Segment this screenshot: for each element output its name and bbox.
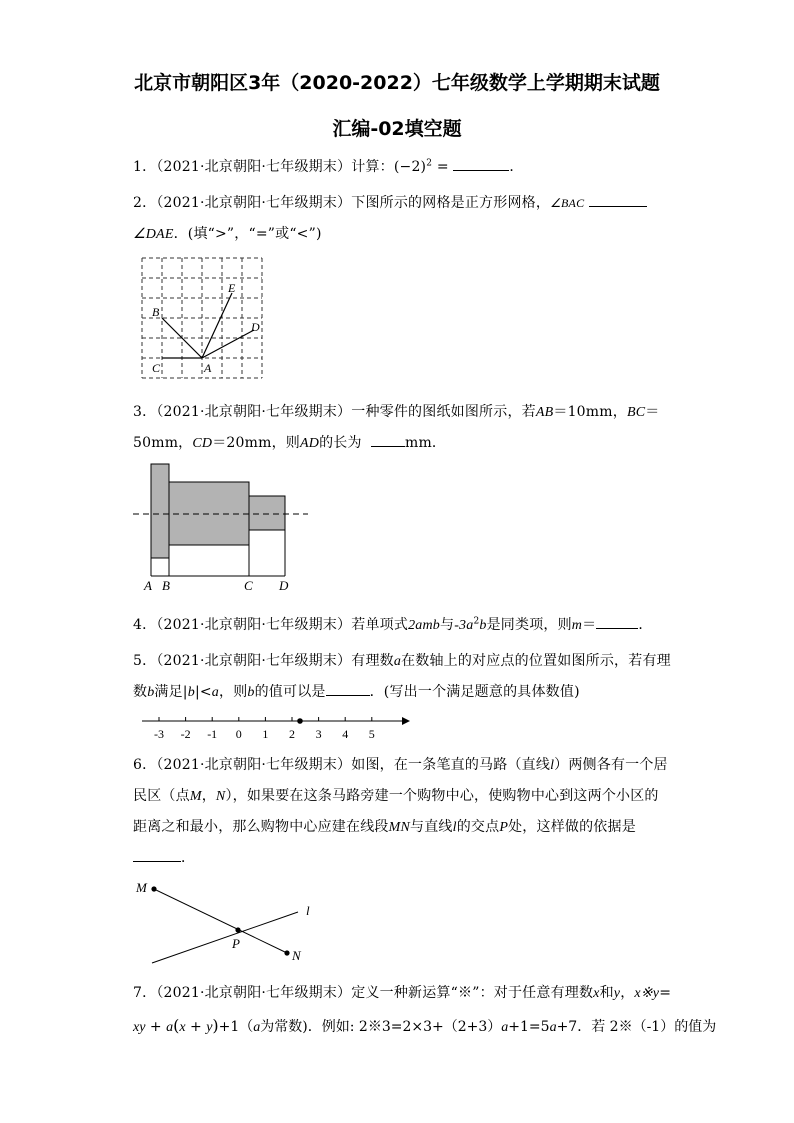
q1-equals: = — [432, 159, 454, 175]
q4-eq: ＝ — [582, 617, 597, 633]
question-7-line2 — [133, 1016, 716, 1036]
q5-source: （2021·北京朝阳·七年级期末） — [156, 653, 352, 669]
q5-number-line — [140, 710, 410, 742]
q6-line3d: 处，这样做的依据是 — [508, 819, 636, 835]
question-5 — [133, 650, 671, 670]
q2-grid-figure — [142, 258, 266, 382]
tick-label: 1 — [262, 727, 269, 741]
doc-title-line1: 北京市朝阳区3年（2020-2022）七年级数学上学期期末试题 — [134, 72, 660, 94]
label-b: B — [162, 578, 170, 593]
label-l: l — [306, 903, 310, 918]
q4-monomial-2-exp: 2 — [473, 616, 480, 627]
q6-p: P — [499, 820, 509, 835]
q6-l: l — [550, 758, 555, 773]
q3-ab: AB — [535, 405, 554, 420]
question-6-line4 — [133, 847, 195, 867]
q2-source: （2021·北京朝阳·七年级期末） — [156, 195, 352, 211]
q4-m: m — [571, 618, 583, 633]
q5-line2c: |< — [194, 684, 212, 700]
tick-label: -1 — [207, 727, 218, 741]
point-n — [284, 950, 289, 955]
q1-expression: (−2) — [393, 159, 427, 175]
q7-a2: a — [253, 1020, 261, 1035]
q7-definition: x※y — [634, 986, 660, 1001]
tick-label: 5 — [368, 727, 375, 741]
q3-cd: CD — [192, 436, 213, 451]
q6-line3a: 距离之和最小，那么购物中心应建在线段 — [133, 819, 389, 835]
q5-line2b: 满足| — [154, 684, 188, 700]
question-7 — [133, 982, 671, 1002]
q4-number: 4． — [133, 617, 157, 633]
q3-bc-eq: ＝ — [645, 404, 660, 420]
doc-title-line2: 汇编-02填空题 — [332, 118, 462, 140]
q5-text2: 在数轴上的对应点的位置如图所示，若有理 — [401, 653, 671, 669]
q5-line2e: 的值可以是 — [254, 684, 326, 700]
tick-label: 0 — [235, 727, 242, 741]
q7-eq: = — [659, 985, 672, 1001]
question-2 — [133, 192, 647, 212]
question-1 — [133, 156, 524, 176]
q2-angle-bac: ∠BAC — [550, 196, 585, 210]
q7-plus-one: +1（ — [218, 1019, 254, 1035]
q6-comma: ， — [201, 788, 216, 804]
q6-line2a: 民区（点 — [133, 788, 190, 804]
q1-end: ． — [509, 159, 524, 175]
q6-line3b: 与直线 — [410, 819, 453, 835]
tick-label: -3 — [154, 727, 164, 741]
q5-number: 5． — [133, 653, 157, 669]
label-e: E — [228, 281, 236, 295]
q5-text: 有理数 — [351, 653, 394, 669]
q7-x: x — [593, 986, 600, 1001]
q3-ab-value: ＝10mm， — [553, 404, 627, 420]
q2-number: 2． — [133, 195, 157, 211]
q2-answer-blank[interactable] — [589, 194, 647, 207]
point-p — [235, 927, 240, 932]
q1-number: 1． — [133, 159, 157, 175]
q3-text: 一种零件的图纸如图所示，若 — [351, 404, 536, 420]
q4-monomial-1: 2amb — [408, 618, 440, 633]
question-4 — [133, 614, 653, 634]
q7-example: 为常数)．例如: 2※3=2×3+（2+3） — [260, 1019, 502, 1035]
segment-mn — [154, 889, 287, 953]
q6-text: 如图，在一条笔直的马路（直线 — [351, 757, 551, 773]
q7-plus: + — [145, 1019, 167, 1035]
q1-exponent: 2 — [426, 158, 433, 169]
ray-ae — [202, 293, 232, 358]
q2-angle-dae: ∠DAE — [133, 227, 174, 242]
part-shaft — [249, 496, 285, 530]
question-6-line3 — [133, 816, 636, 836]
q6-number: 6． — [133, 757, 157, 773]
q3-bc: BC — [626, 405, 646, 420]
q5-a2: a — [211, 685, 219, 700]
label-n: N — [292, 948, 301, 963]
q7-a3: a — [501, 1020, 509, 1035]
q5-b-abs: b — [187, 685, 195, 700]
q3-number: 3． — [133, 404, 157, 420]
q7-text: 定义一种新运算“※”：对于任意有理数 — [351, 985, 594, 1001]
question-3-line2 — [133, 432, 446, 452]
q7-y2: y — [206, 1020, 213, 1035]
q5-line2f: ．(写出一个满足题意的具体数值) — [369, 684, 580, 700]
label-a: A — [144, 578, 152, 593]
q6-m: M — [189, 789, 202, 804]
label-a: A — [204, 361, 212, 375]
q7-plus2: + — [185, 1019, 207, 1035]
q7-a4: a — [549, 1020, 557, 1035]
label-m: M — [136, 880, 147, 895]
q7-number: 7． — [133, 985, 157, 1001]
q3-bc-value: 50mm， — [133, 435, 193, 451]
q3-source: （2021·北京朝阳·七年级期末） — [156, 404, 352, 420]
question-2-line2 — [133, 223, 322, 243]
q1-answer-blank[interactable] — [453, 158, 509, 171]
q5-line2d: ，则 — [219, 684, 248, 700]
q2-text2: ．(填“>”，“=”或“<”) — [173, 226, 322, 242]
q7-paren-open: ( — [173, 1016, 180, 1035]
q5-answer-blank[interactable] — [326, 683, 370, 696]
label-d: D — [251, 320, 260, 334]
ray-ad — [202, 330, 254, 358]
q1-source: （2021·北京朝阳·七年级期末） — [156, 159, 352, 175]
q4-text2: 是同类项，则 — [486, 617, 572, 633]
q7-x2: x — [179, 1020, 186, 1035]
q4-monomial-2: -3a — [454, 618, 474, 633]
q6-line2b: ），如果要在这条马路旁建一个购物中心，使购物中心到这两个小区的 — [225, 788, 659, 804]
tick-label: 2 — [289, 727, 295, 741]
q3-answer-blank[interactable] — [371, 434, 405, 447]
q7-y: y — [613, 986, 621, 1001]
q4-answer-blank[interactable] — [596, 616, 638, 629]
q7-comma: ， — [620, 985, 635, 1001]
q7-paren-close: ) — [212, 1016, 219, 1035]
q6-l2: l — [452, 820, 457, 835]
label-d: D — [279, 578, 289, 593]
dashed-grid — [142, 258, 262, 378]
q6-answer-blank[interactable] — [133, 849, 181, 862]
q7-a: a — [166, 1020, 174, 1035]
q4-end: ． — [638, 617, 653, 633]
q3-text2: 的长为 — [319, 435, 362, 451]
q3-cd-value: ＝20mm，则 — [212, 435, 300, 451]
q3-unit: mm． — [404, 435, 447, 451]
q4-source: （2021·北京朝阳·七年级期末） — [156, 617, 352, 633]
angle-rays — [162, 293, 254, 358]
q5-b: b — [147, 685, 155, 700]
q2-text: 下图所示的网格是正方形网格， — [351, 195, 551, 211]
question-3 — [133, 401, 659, 421]
q6-text2: ）两侧各有一个居 — [554, 757, 668, 773]
q1-text: 计算： — [351, 159, 394, 175]
q6-line3c: 的交点 — [456, 819, 500, 835]
tick-label: -2 — [180, 727, 191, 741]
axis-arrow — [402, 717, 410, 725]
q6-mn: MN — [388, 820, 411, 835]
q4-with: 与 — [439, 617, 455, 633]
point-m — [151, 886, 156, 891]
tick-label: 3 — [315, 727, 322, 741]
question-6-line2 — [133, 785, 659, 805]
question-5-line2 — [133, 681, 580, 701]
q7-xy: xy — [133, 1020, 146, 1035]
q7-question: +7．若 2※（-1）的值为 — [556, 1019, 717, 1035]
label-c: C — [244, 578, 253, 593]
q3-part-figure — [130, 460, 320, 596]
label-b: B — [152, 305, 160, 319]
q6-figure — [134, 878, 324, 966]
point-a — [297, 718, 303, 724]
q6-end: ． — [181, 850, 196, 866]
tick-label: 4 — [342, 727, 349, 741]
q7-example2: +1=5 — [508, 1019, 550, 1035]
q5-line2a: 数 — [133, 684, 148, 700]
part-flange — [151, 464, 169, 558]
q5-a: a — [393, 654, 402, 669]
q3-ad: AD — [300, 436, 320, 451]
q4-text: 若单项式 — [351, 617, 409, 633]
label-c: C — [152, 361, 161, 375]
q6-n: N — [215, 789, 226, 804]
q7-and: 和 — [599, 985, 614, 1001]
line-l — [152, 912, 298, 963]
q5-b2: b — [247, 685, 255, 700]
q6-source: （2021·北京朝阳·七年级期末） — [156, 757, 352, 773]
q4-monomial-2-b: b — [479, 618, 487, 633]
label-p: P — [232, 936, 240, 951]
q7-source: （2021·北京朝阳·七年级期末） — [156, 985, 352, 1001]
question-6 — [133, 754, 668, 774]
